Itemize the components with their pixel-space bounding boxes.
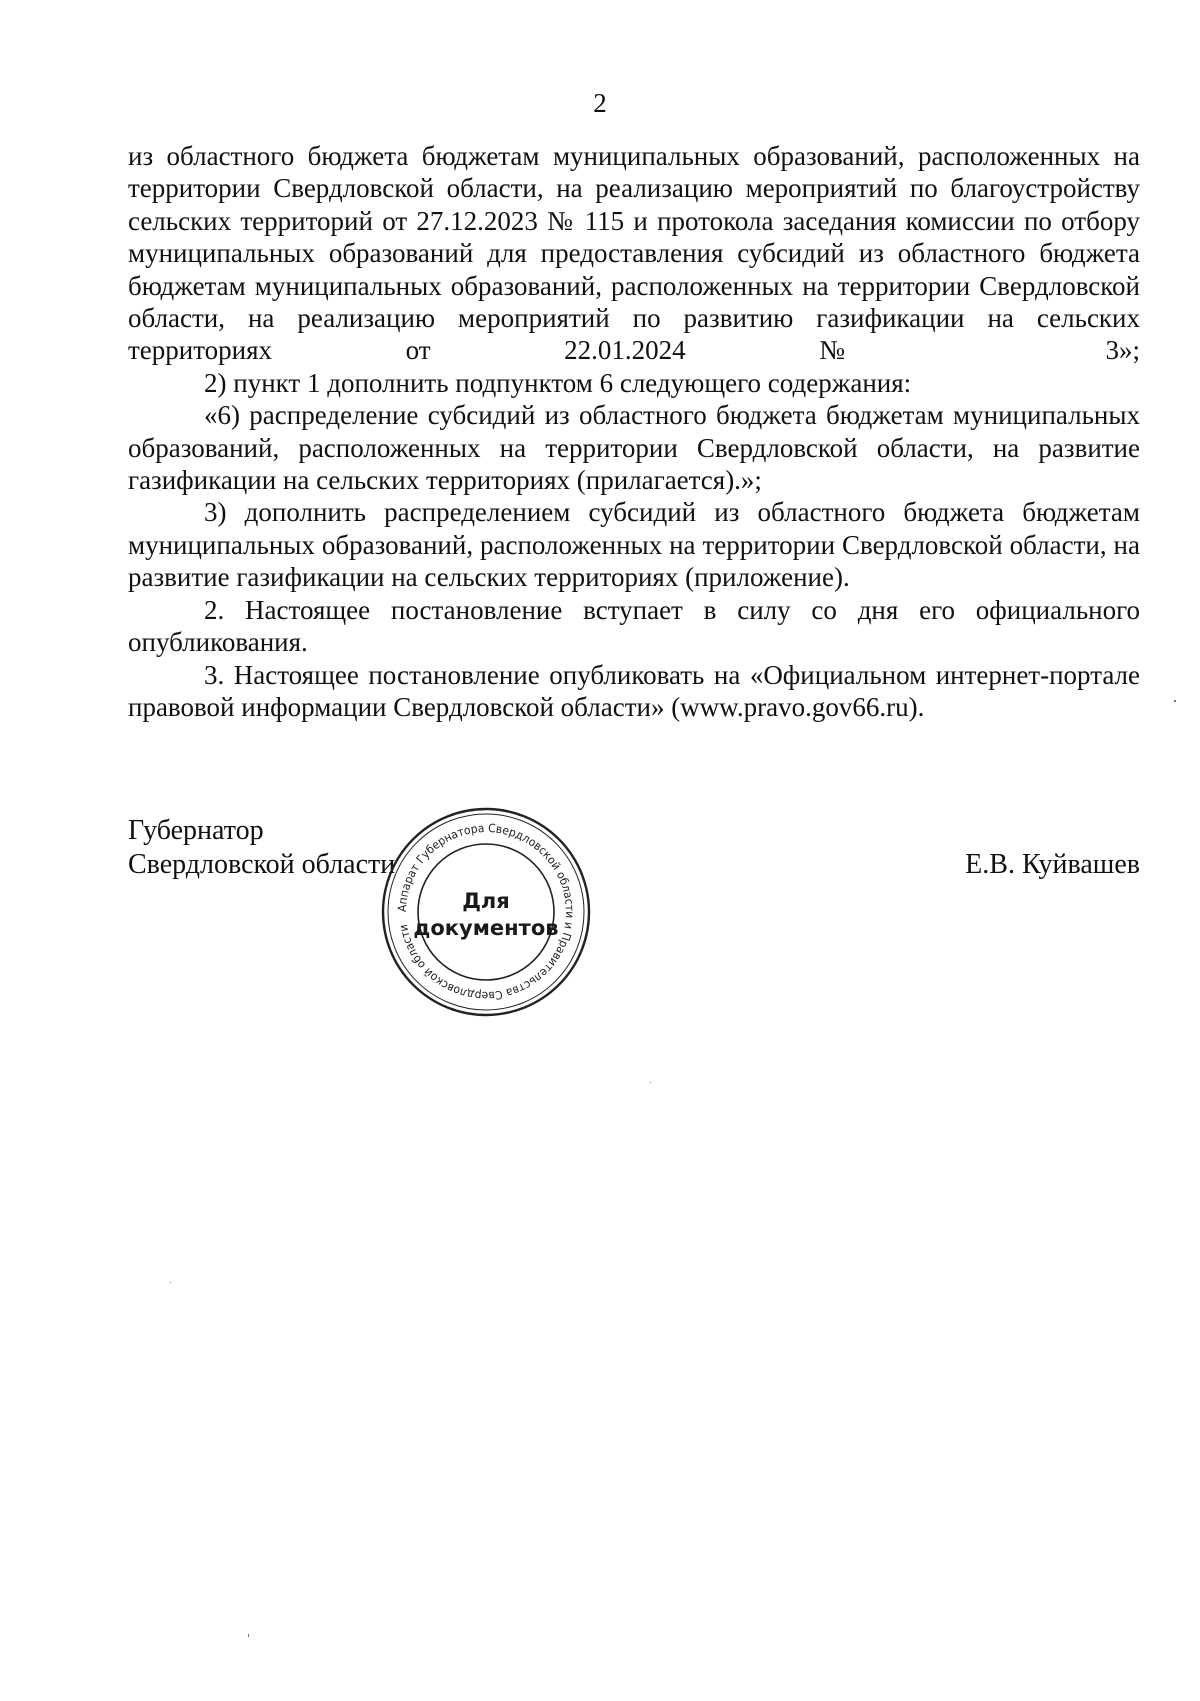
page-number: 2 — [593, 88, 607, 118]
paragraph-item-3: 3) дополнить распределением субсидий из областного бюджета бюджетам муниципальных образований, расположенных на территории Свердловской области, на развитие газификации на сельских территориях (приложение). — [128, 497, 1140, 593]
signatory-name: Е.В. Куйвашев — [965, 849, 1140, 880]
paragraph-continuation: из областного бюджета бюджетам муниципальных образований, расположенных на территории Свердловской области, на реализацию мероприятий по благоустройству сельских территорий от 27.12.2023 № 115 и протокола заседания комиссии по отбору муниципальных образований для предоставления субсидий из областного бюджета бюджетам муниципальных образований, расположенных на территории Свердловской области, на реализацию мероприятий по развитию газификации на сельских территориях от 22.01.2024 № 3»; — [128, 141, 1140, 366]
seal-graphic — [378, 804, 594, 1020]
seal-center-line-2: документов — [413, 916, 559, 940]
scan-speck — [650, 1082, 651, 1083]
official-seal-stamp — [378, 804, 594, 1020]
scan-speck — [248, 1634, 249, 1637]
scan-speck — [170, 1282, 171, 1283]
document-body — [128, 140, 1140, 723]
signature-title-line-1: Губернатор — [128, 815, 264, 846]
seal-ring-text: Аппарат Губернатора Свердловской области и Правительства Свердловской области — [394, 820, 578, 1004]
paragraph-item-2: 2) пункт 1 дополнить подпунктом 6 следующего содержания: — [204, 367, 912, 398]
scan-speck — [1174, 700, 1176, 702]
signature-title — [128, 814, 395, 882]
paragraph-item-6: «6) распределение субсидий из областного бюджета бюджетам муниципальных образований, расположенных на территории Свердловской области, на развитие газификации на сельских территориях (прилагается).»; — [128, 400, 1140, 496]
seal-center-line-1: Для — [462, 889, 510, 913]
signature-title-line-2: Свердловской области — [128, 849, 396, 880]
paragraph-publication: 3. Настоящее постановление опубликовать на «Официальном интернет-портале правовой информации Свердловской области» (www.pravo.gov66.ru). — [128, 659, 1140, 722]
paragraph-effective-date: 2. Настоящее постановление вступает в силу со дня его официального опубликования. — [128, 594, 1140, 658]
